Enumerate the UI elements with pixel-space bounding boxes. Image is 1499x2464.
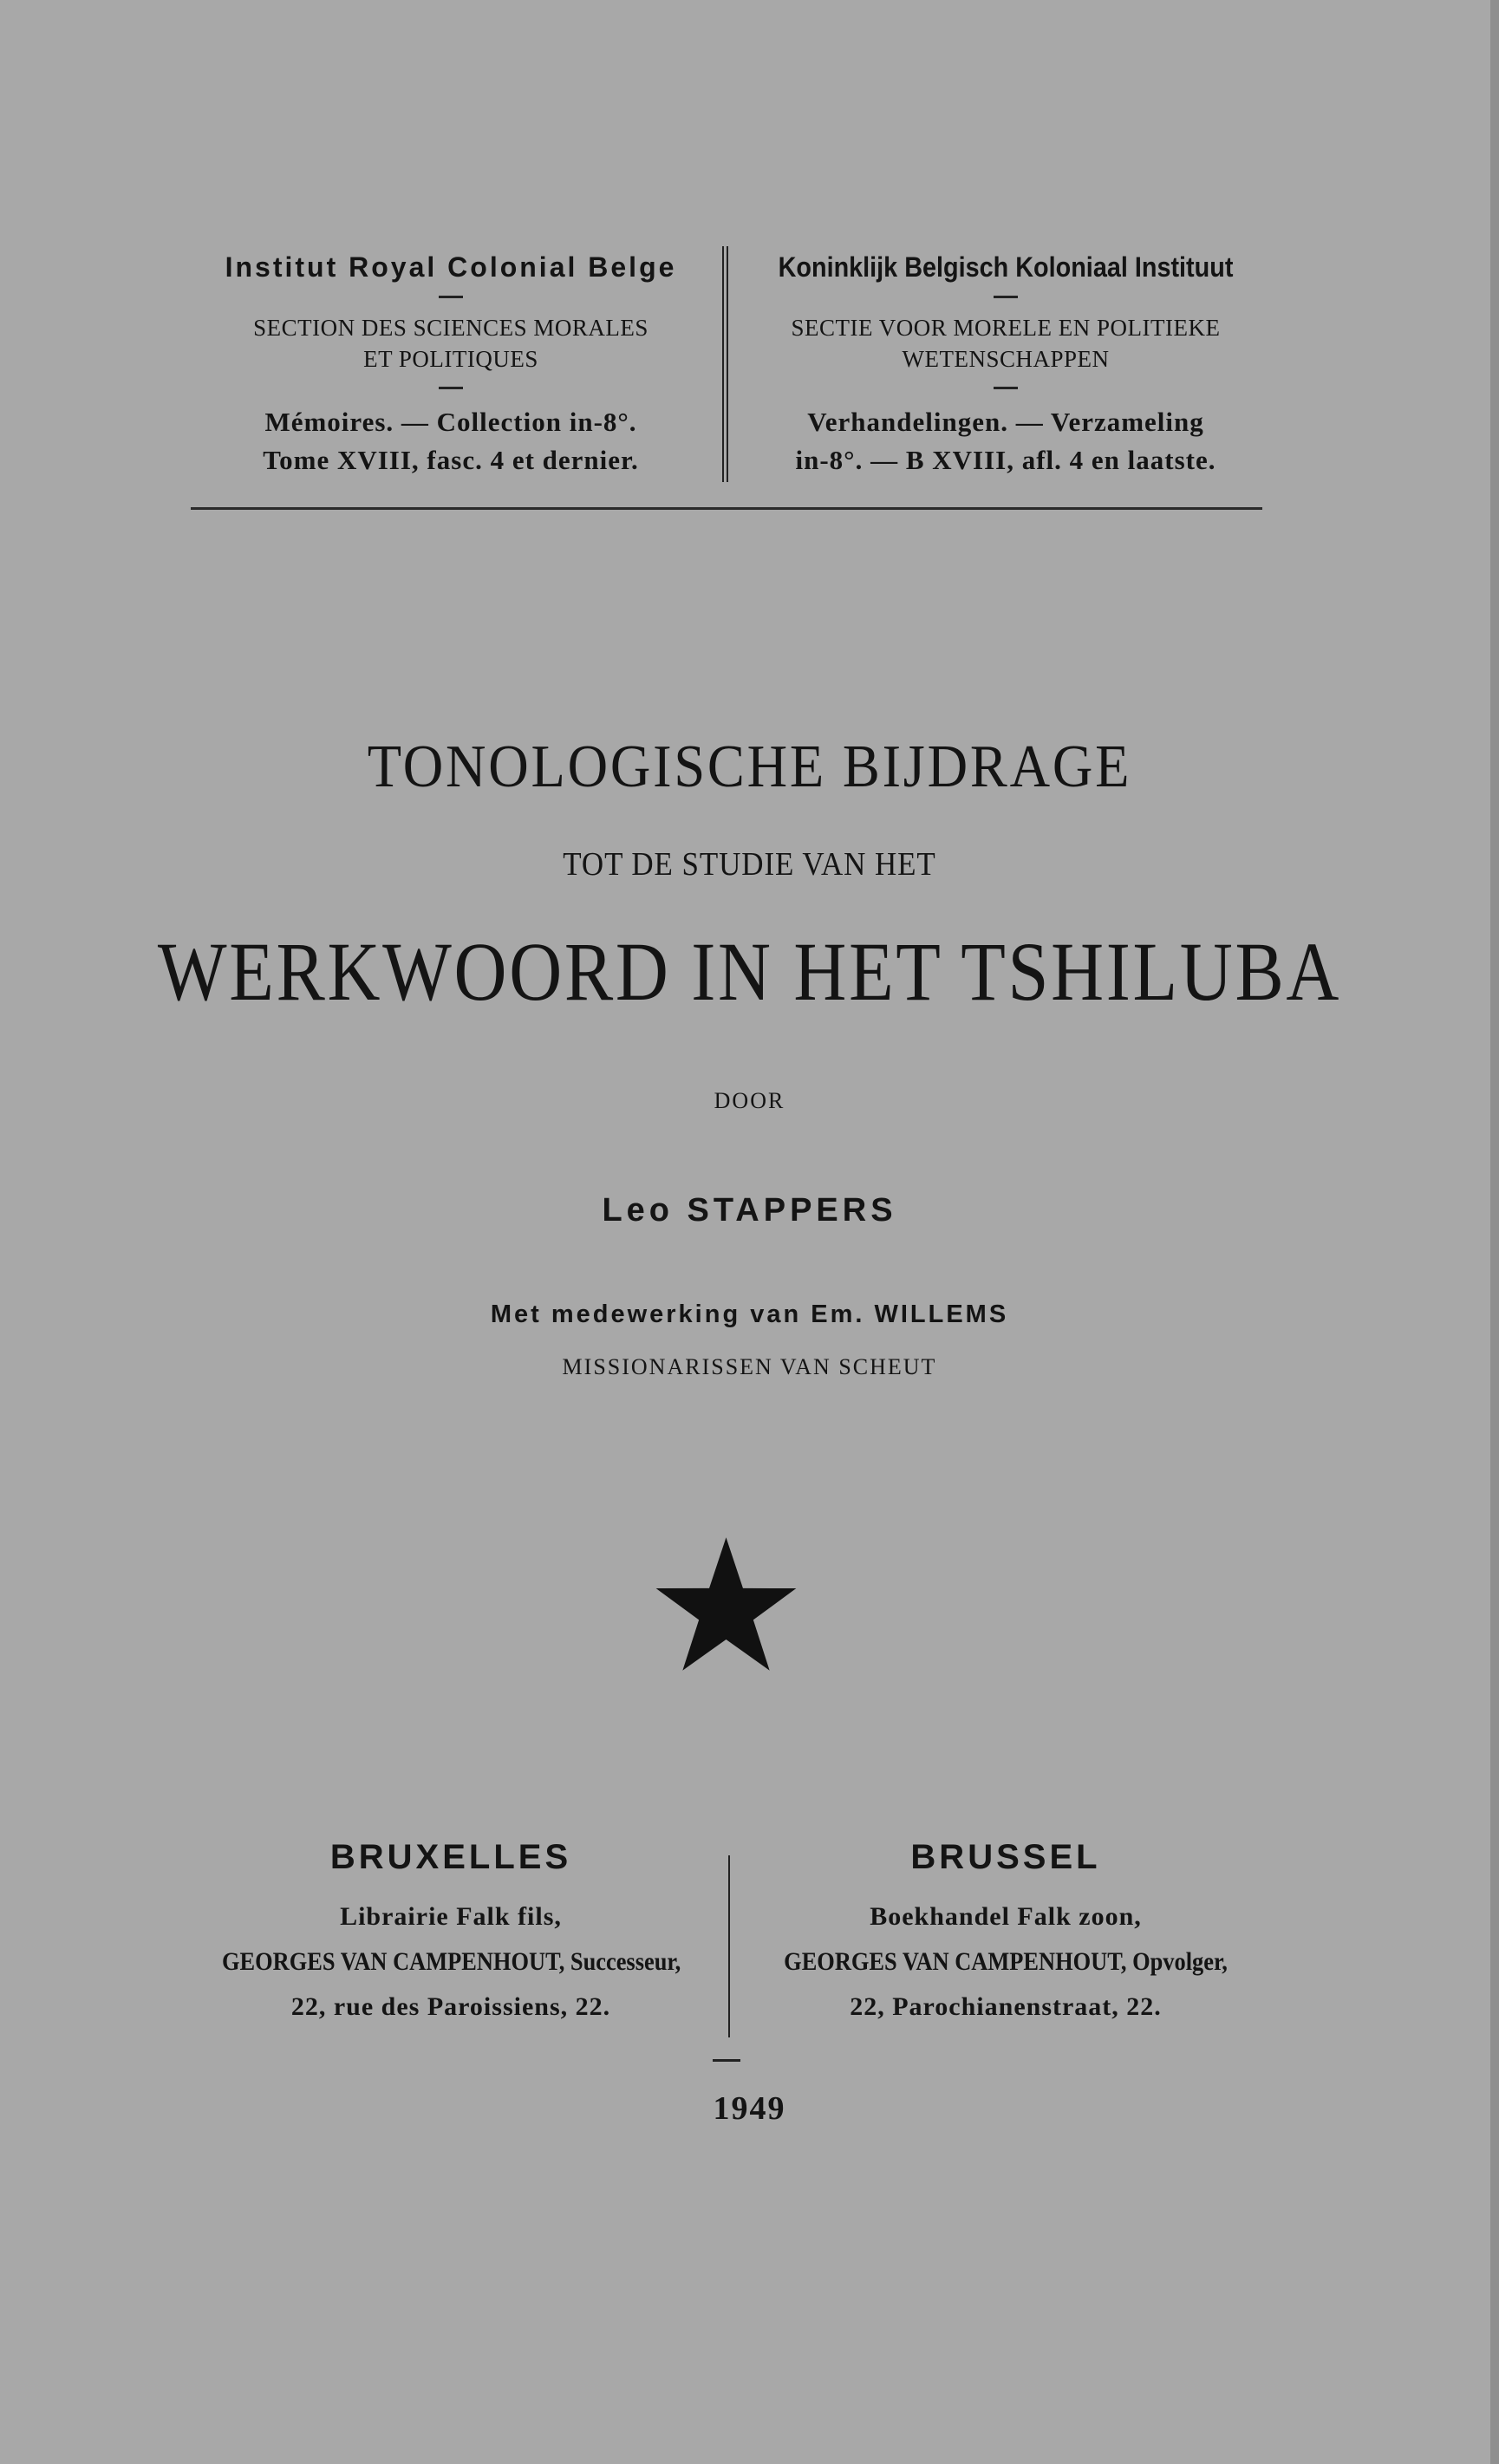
series-nl-line2: in-8°. — B XVIII, afl. 4 en laatste.: [795, 445, 1216, 475]
header-rule: [191, 507, 1262, 510]
collaboration-line: Met medewerking van Em. WILLEMS: [490, 1300, 1009, 1328]
series-nl-line1: Verhandelingen. — Verzameling: [807, 407, 1204, 437]
title-big: WERKWOORD IN HET TSHILUBA: [157, 925, 1342, 1018]
address-fr: 22, rue des Paroissiens, 22.: [290, 1992, 611, 2021]
title-sub: TOT DE STUDIE VAN HET: [563, 846, 936, 883]
header-right-column: [746, 243, 1266, 494]
institute-name-nl: Koninklijk Belgisch Koloniaal Instituut: [778, 251, 1234, 283]
header-dash: [994, 296, 1018, 298]
section-name-nl-line1: SECTIE VOOR MORELE EN POLITIEKE: [791, 315, 1221, 341]
year-dash: [713, 2059, 740, 2062]
successor-nl: GEORGES VAN CAMPENHOUT, Opvolger,: [784, 1947, 1228, 1976]
city-fr: BRUXELLES: [329, 1838, 572, 1876]
institute-name-fr: Institut Royal Colonial Belge: [225, 251, 677, 283]
publication-year: 1949: [713, 2090, 786, 2127]
header-dash: [439, 296, 463, 298]
star-icon: [655, 1535, 798, 1678]
imprint-right-column: [746, 1838, 1266, 2030]
imprint-left-column: [191, 1838, 711, 2030]
imprint-block: [191, 1838, 1266, 2046]
successor-fr: GEORGES VAN CAMPENHOUT, Successeur,: [222, 1947, 681, 1976]
city-nl: BRUSSEL: [910, 1838, 1101, 1876]
section-name-fr-line2: ET POLITIQUES: [363, 346, 538, 372]
author-name: Leo STAPPERS: [602, 1192, 897, 1229]
address-nl: 22, Parochianenstraat, 22.: [850, 1992, 1162, 2021]
header-double-divider: [722, 246, 728, 482]
publisher-fr: Librairie Falk fils,: [340, 1902, 562, 1931]
series-fr-line1: Mémoires. — Collection in-8°.: [264, 407, 637, 437]
imprint-divider: [728, 1855, 730, 2037]
series-fr-line2: Tome XVIII, fasc. 4 et dernier.: [263, 445, 639, 475]
affiliation-line: MISSIONARISSEN VAN SCHEUT: [562, 1354, 937, 1379]
title-main: TONOLOGISCHE BIJDRAGE: [367, 733, 1132, 800]
section-name-nl-line2: WETENSCHAPPEN: [902, 346, 1110, 372]
header-block: [191, 243, 1266, 494]
section-name-fr-line1: SECTION DES SCIENCES MORALES: [253, 315, 648, 341]
header-dash: [439, 387, 463, 389]
header-left-column: [191, 243, 711, 494]
publisher-nl: Boekhandel Falk zoon,: [870, 1902, 1142, 1931]
byline-door: DOOR: [714, 1088, 785, 1113]
header-dash: [994, 387, 1018, 389]
